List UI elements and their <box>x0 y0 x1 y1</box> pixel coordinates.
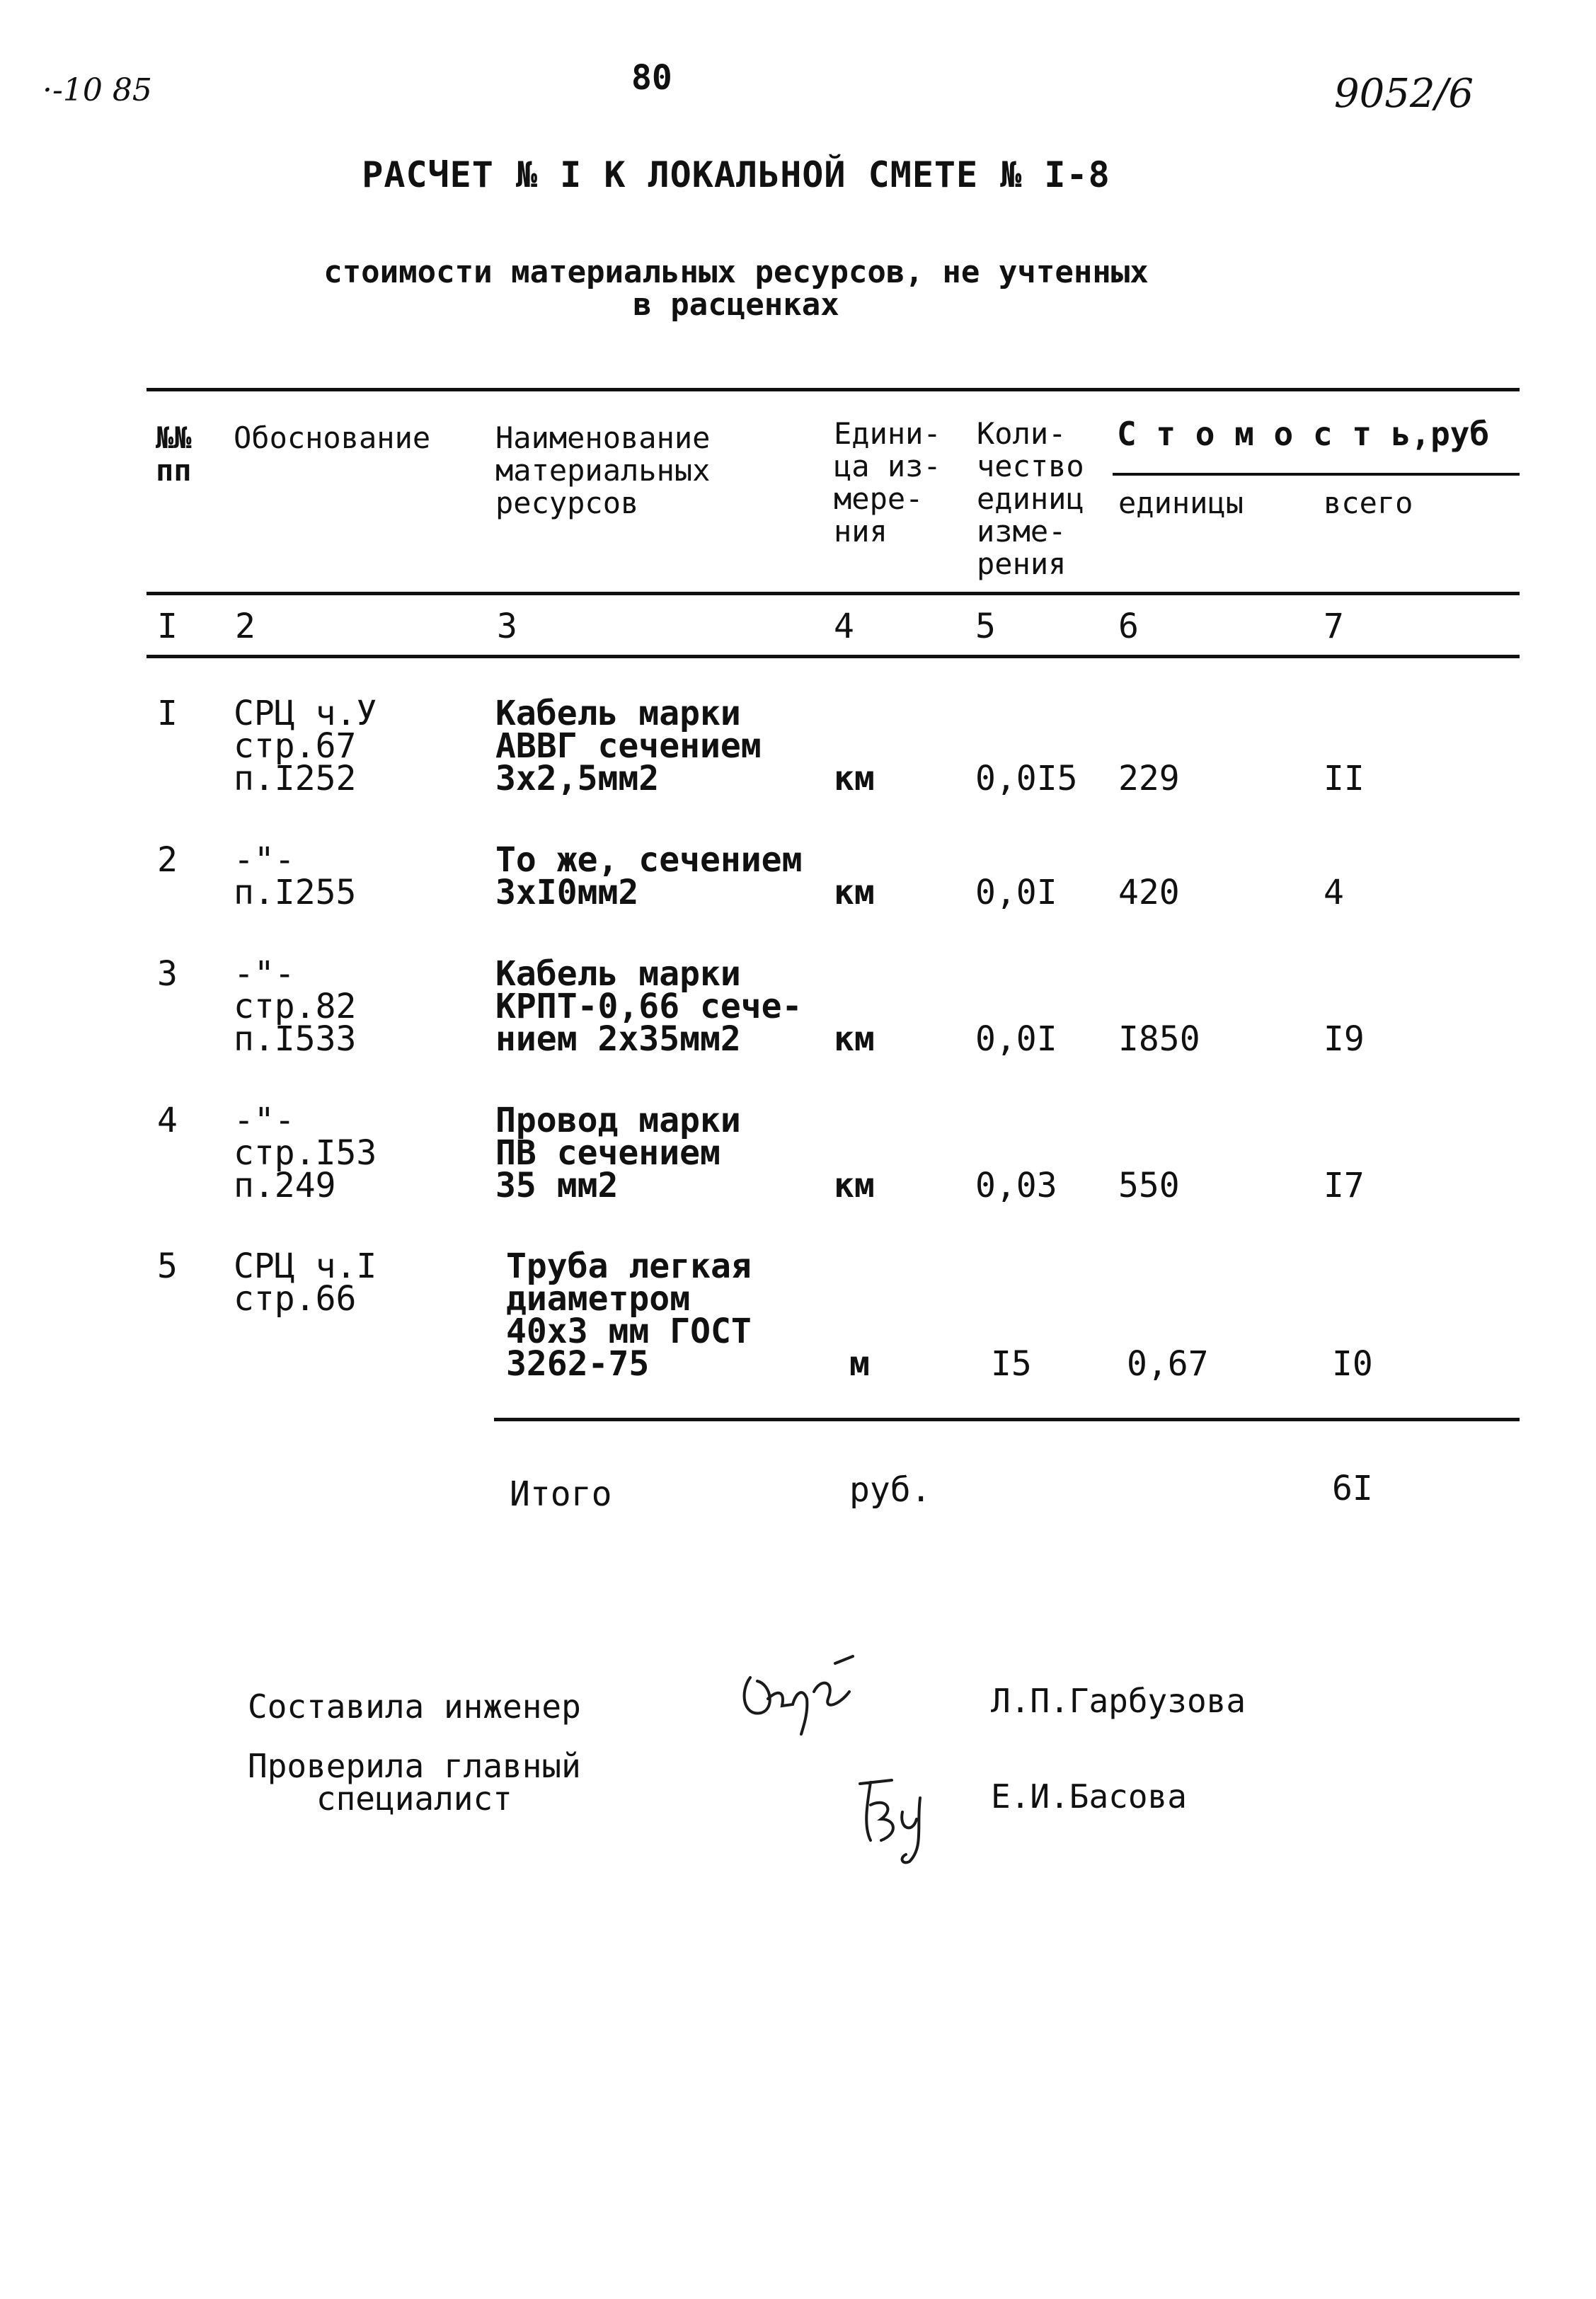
header-qty: Коли- чество единиц изме- рения <box>977 416 1084 581</box>
row-total: II <box>1324 759 1365 798</box>
checked-by-name: Е.И.Басова <box>991 1777 1187 1816</box>
column-numbers-rule <box>147 655 1520 658</box>
row-unit-price: 229 <box>1118 759 1180 798</box>
row-basis: -"- п.I255 <box>234 840 357 912</box>
checked-by-label: Проверила главный специалист <box>248 1747 581 1818</box>
column-number: 2 <box>235 607 256 646</box>
row-unit-price: I850 <box>1118 1019 1200 1059</box>
row-num: 5 <box>157 1246 178 1286</box>
compiled-by-label: Составила инженер <box>248 1687 581 1726</box>
row-basis: СРЦ ч.I стр.66 <box>234 1246 377 1319</box>
header-cost-total: всего <box>1324 486 1413 520</box>
row-num: I <box>157 694 178 733</box>
row-qty: 0,0I <box>975 873 1057 912</box>
row-qty: I5 <box>991 1344 1032 1384</box>
compiled-by-name: Л.П.Гарбузова <box>991 1682 1246 1720</box>
column-number: 4 <box>834 607 854 646</box>
row-material-name: Труба легкая диаметром 40х3 мм ГОСТ 3262-75 <box>506 1246 752 1384</box>
row-unit-price: 550 <box>1118 1166 1180 1205</box>
header-unit: Едини- ца из- мере- ния <box>834 416 941 549</box>
table-top-rule <box>147 388 1520 391</box>
row-total: 4 <box>1324 873 1344 912</box>
header-num: №№ пп <box>156 420 192 488</box>
row-num: 2 <box>157 840 178 880</box>
cost-group-underline <box>1113 473 1520 476</box>
column-number: 6 <box>1118 607 1139 646</box>
document-number: 9052/6 <box>1334 71 1474 117</box>
row-unit: м <box>849 1344 870 1384</box>
column-number: I <box>157 607 178 646</box>
total-separator-rule <box>494 1418 1520 1421</box>
row-unit-price: 0,67 <box>1127 1344 1209 1384</box>
column-number: 3 <box>497 607 517 646</box>
row-material-name: То же, сечением 3хI0мм2 <box>495 840 803 912</box>
column-number: 5 <box>975 607 996 646</box>
row-basis: СРЦ ч.У стр.67 п.I252 <box>234 694 377 798</box>
total-label: Итого <box>510 1474 612 1514</box>
row-basis: -"- стр.82 п.I533 <box>234 954 357 1059</box>
row-unit: км <box>834 873 875 912</box>
row-qty: 0,0I <box>975 1019 1057 1059</box>
column-number: 7 <box>1324 607 1344 646</box>
row-num: 3 <box>157 954 178 994</box>
page-number: 80 <box>631 58 672 98</box>
header-cost-unit: единицы <box>1118 486 1244 520</box>
header-name: Наименование материальных ресурсов <box>495 420 711 520</box>
row-unit: км <box>834 759 875 798</box>
page-subtitle: стоимости материальных ресурсов, не учтенных в расценках <box>323 254 1149 323</box>
archive-note-left: ·-10 85 <box>42 72 152 108</box>
row-total: I0 <box>1332 1344 1373 1384</box>
row-unit-price: 420 <box>1118 873 1180 912</box>
row-material-name: Кабель марки КРПТ-0,66 сече- нием 2х35мм2 <box>495 954 803 1059</box>
row-total: I7 <box>1324 1166 1365 1205</box>
header-cost-group: С т о м о с т ь,руб <box>1117 415 1490 453</box>
header-bottom-rule <box>147 592 1520 595</box>
row-unit: км <box>834 1019 875 1059</box>
signature-basova-mark <box>842 1762 948 1869</box>
row-total: I9 <box>1324 1019 1365 1059</box>
row-num: 4 <box>157 1101 178 1140</box>
row-material-name: Провод марки ПВ сечением 35 мм2 <box>495 1101 741 1205</box>
header-basis: Обоснование <box>234 420 431 455</box>
row-unit: км <box>834 1166 875 1205</box>
total-value: 6I <box>1332 1469 1373 1508</box>
page-title: РАСЧЕТ № I К ЛОКАЛЬНОЙ СМЕТЕ № I-8 <box>362 154 1110 195</box>
row-basis: -"- стр.I53 п.249 <box>234 1101 377 1205</box>
row-material-name: Кабель марки АВВГ сечением 3х2,5мм2 <box>495 694 762 798</box>
signature-garbuzova-mark <box>736 1649 871 1741</box>
row-qty: 0,03 <box>975 1166 1057 1205</box>
total-unit: руб. <box>849 1470 931 1510</box>
row-qty: 0,0I5 <box>975 759 1078 798</box>
